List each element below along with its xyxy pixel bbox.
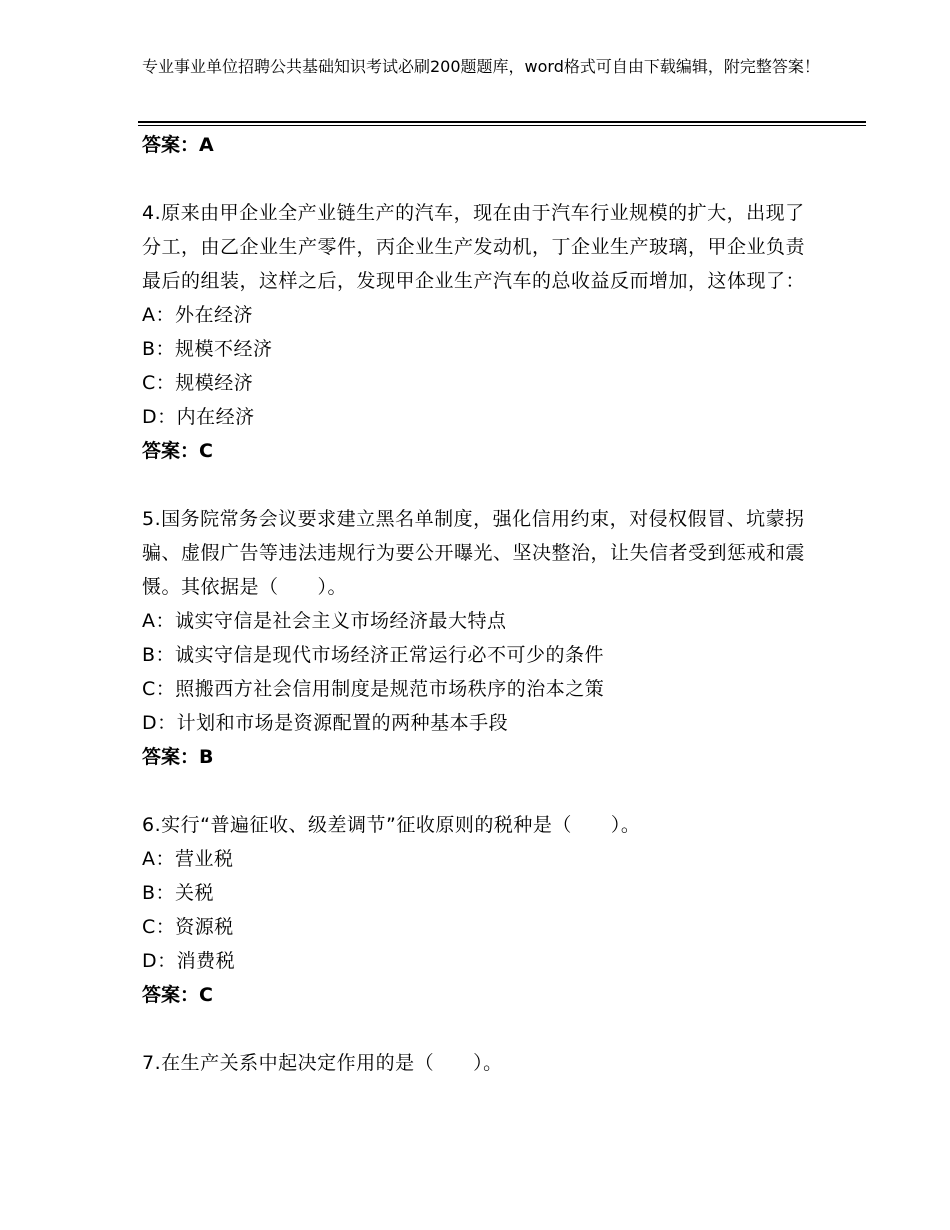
option-b: B：诚实守信是现代市场经济正常运行必不可少的条件 xyxy=(142,644,605,666)
answer-label: 答案：B xyxy=(142,746,214,768)
answer-label: 答案：C xyxy=(142,440,213,462)
answer-label: 答案：C xyxy=(142,984,213,1006)
option-b: B：规模不经济 xyxy=(142,338,273,360)
question-item xyxy=(142,502,822,774)
option-c: C：照搬西方社会信用制度是规范市场秩序的治本之策 xyxy=(142,678,605,700)
option-a: A：营业税 xyxy=(142,848,234,870)
option-d: D：计划和市场是资源配置的两种基本手段 xyxy=(142,712,509,734)
question-item xyxy=(142,1046,822,1080)
option-d: D：内在经济 xyxy=(142,406,255,428)
header-rule-thick xyxy=(138,121,866,123)
question-stem: 4.原来由甲企业全产业链生产的汽车，现在由于汽车行业规模的扩大，出现了分工，由乙企业生产零件，丙企业生产发动机，丁企业生产玻璃，甲企业负责最后的组装，这样之后，发现甲企业生产汽车的总收益反而增加，这体现了： xyxy=(142,202,806,292)
option-c: C：规模经济 xyxy=(142,372,254,394)
question-stem: 7.在生产关系中起决定作用的是（ ）。 xyxy=(142,1052,503,1074)
header-rule-thin xyxy=(138,125,866,126)
question-stem: 6.实行“普遍征收、级差调节”征收原则的税种是（ ）。 xyxy=(142,814,641,836)
question-stem: 5.国务院常务会议要求建立黑名单制度，强化信用约束，对侵权假冒、坑蒙拐骗、虚假广告等违法违规行为要公开曝光、坚决整治，让失信者受到惩戒和震慑。其依据是（ ）。 xyxy=(142,508,806,598)
question-item xyxy=(142,196,822,468)
page-header: 专业事业单位招聘公共基础知识考试必刷200题题库，word格式可自由下载编辑，附完整答案！ xyxy=(142,57,820,76)
question-list xyxy=(142,128,822,1080)
question-item xyxy=(142,808,822,1012)
option-a: A：诚实守信是社会主义市场经济最大特点 xyxy=(142,610,507,632)
option-a: A：外在经济 xyxy=(142,304,253,326)
option-b: B：关税 xyxy=(142,882,215,904)
option-d: D：消费税 xyxy=(142,950,236,972)
answer-label: 答案：A xyxy=(142,134,214,156)
option-c: C：资源税 xyxy=(142,916,234,938)
